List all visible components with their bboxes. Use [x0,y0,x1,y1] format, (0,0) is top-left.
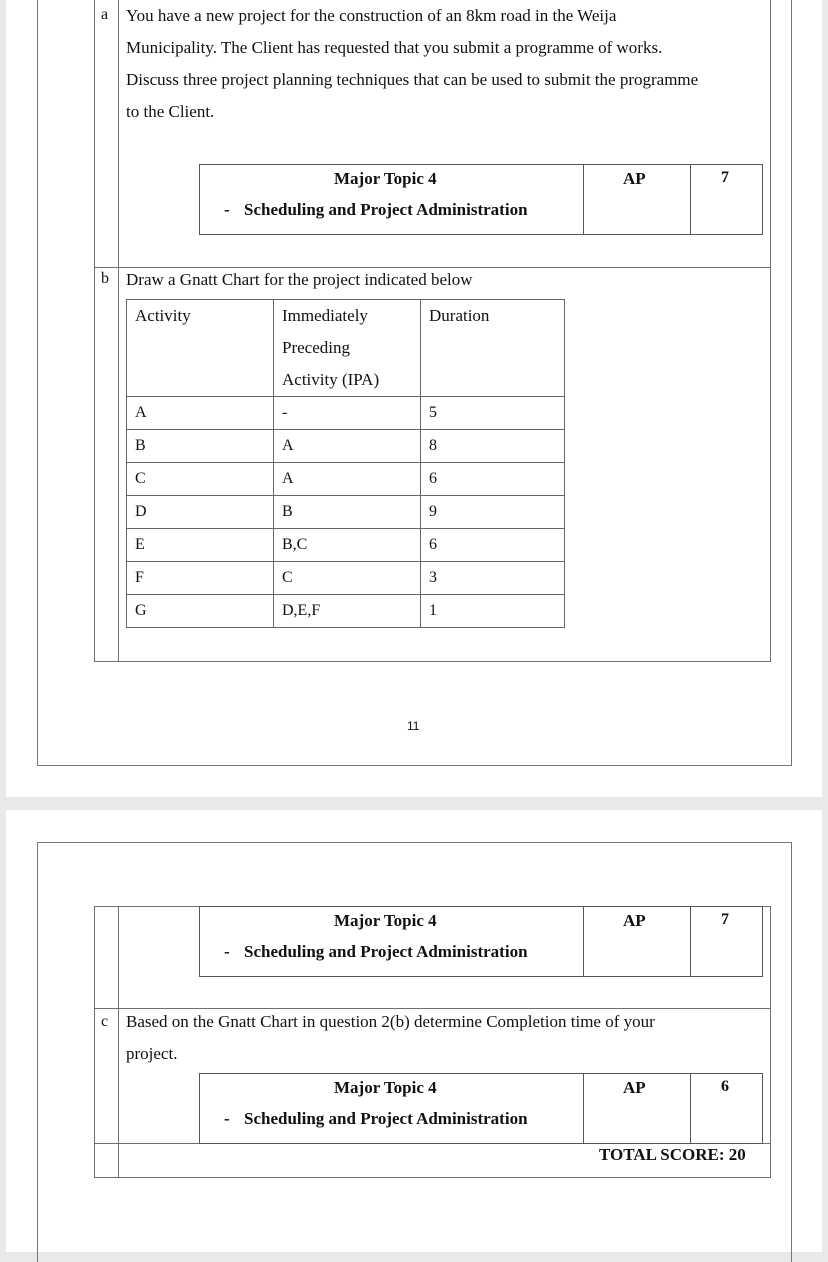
question-c-line: Based on the Gnatt Chart in question 2(b) determine Completion time of your [126,1012,655,1031]
question-c-text [126,1006,655,1070]
table-row [127,496,565,529]
cell-ipa: B,C [274,529,421,562]
question-b-label: b [101,270,109,287]
topic-cell [200,165,584,234]
question-a-text [126,0,698,128]
marks-cell [690,165,762,234]
cell-activity: F [127,562,274,595]
marks-value: 7 [721,911,729,928]
question-c-line: project. [126,1044,178,1063]
header-ipa [274,300,421,397]
cell-ipa: B [274,496,421,529]
question-b-prompt: Draw a Gnatt Chart for the project indicated below [126,270,473,289]
topic-dash: - [224,1109,230,1128]
cell-duration: 1 [421,595,565,628]
label-column-divider-2 [118,906,119,1178]
topic-title: Major Topic 4 [334,169,437,188]
marks-value: 6 [721,1078,729,1095]
topic-title: Major Topic 4 [334,1078,437,1097]
cell-duration: 8 [421,430,565,463]
header-ipa-line: Immediately [282,306,368,325]
marks-cell [690,907,762,976]
cell-ipa: A [274,463,421,496]
topic-box-carryover [199,906,763,977]
question-a-line: to the Client. [126,102,215,121]
cell-activity: A [127,397,274,430]
ap-label: AP [623,169,646,188]
table-row [127,397,565,430]
cell-ipa: D,E,F [274,595,421,628]
cell-duration: 5 [421,397,565,430]
cell-ipa: A [274,430,421,463]
topic-dash: - [224,200,230,219]
label-column-divider [118,0,119,662]
activity-table [126,299,565,628]
question-a-line: You have a new project for the construction of an 8km road in the Weija [126,6,617,25]
topic-box-c [199,1073,763,1144]
table-header-row [127,300,565,397]
table-row [127,595,565,628]
cell-ipa: - [274,397,421,430]
question-a-line: Discuss three project planning techniques that can be used to submit the programme [126,70,699,89]
table-row [127,529,565,562]
question-a-line: Municipality. The Client has requested that you submit a programme of works. [126,38,663,57]
topic-cell [200,907,584,976]
table-row [127,463,565,496]
topic-box-a [199,164,763,235]
question-a-label: a [101,6,109,23]
ap-label: AP [623,1078,646,1097]
ap-cell [583,1074,691,1143]
marks-cell [690,1074,762,1143]
cell-ipa: C [274,562,421,595]
topic-cell [200,1074,584,1143]
cell-activity: B [127,430,274,463]
cell-duration: 6 [421,463,565,496]
header-ipa-line: Preceding [282,338,350,357]
ap-cell [583,907,691,976]
cell-activity: E [127,529,274,562]
topic-subtitle: Scheduling and Project Administration [244,200,528,219]
header-activity: Activity [127,300,274,397]
page-number: 11 [407,719,420,733]
cell-activity: D [127,496,274,529]
topic-subtitle: Scheduling and Project Administration [244,942,528,961]
cell-activity: C [127,463,274,496]
ap-cell [583,165,691,234]
table-row [127,430,565,463]
header-ipa-line: Activity (IPA) [282,370,380,389]
cell-duration: 9 [421,496,565,529]
cell-duration: 6 [421,529,565,562]
question-c-label: c [101,1013,109,1030]
topic-subtitle: Scheduling and Project Administration [244,1109,528,1128]
total-score: TOTAL SCORE: 20 [599,1145,746,1164]
cell-activity: G [127,595,274,628]
table-row [127,562,565,595]
topic-title: Major Topic 4 [334,911,437,930]
topic-dash: - [224,942,230,961]
marks-value: 7 [721,169,729,186]
header-duration: Duration [421,300,565,397]
ap-label: AP [623,911,646,930]
cell-duration: 3 [421,562,565,595]
